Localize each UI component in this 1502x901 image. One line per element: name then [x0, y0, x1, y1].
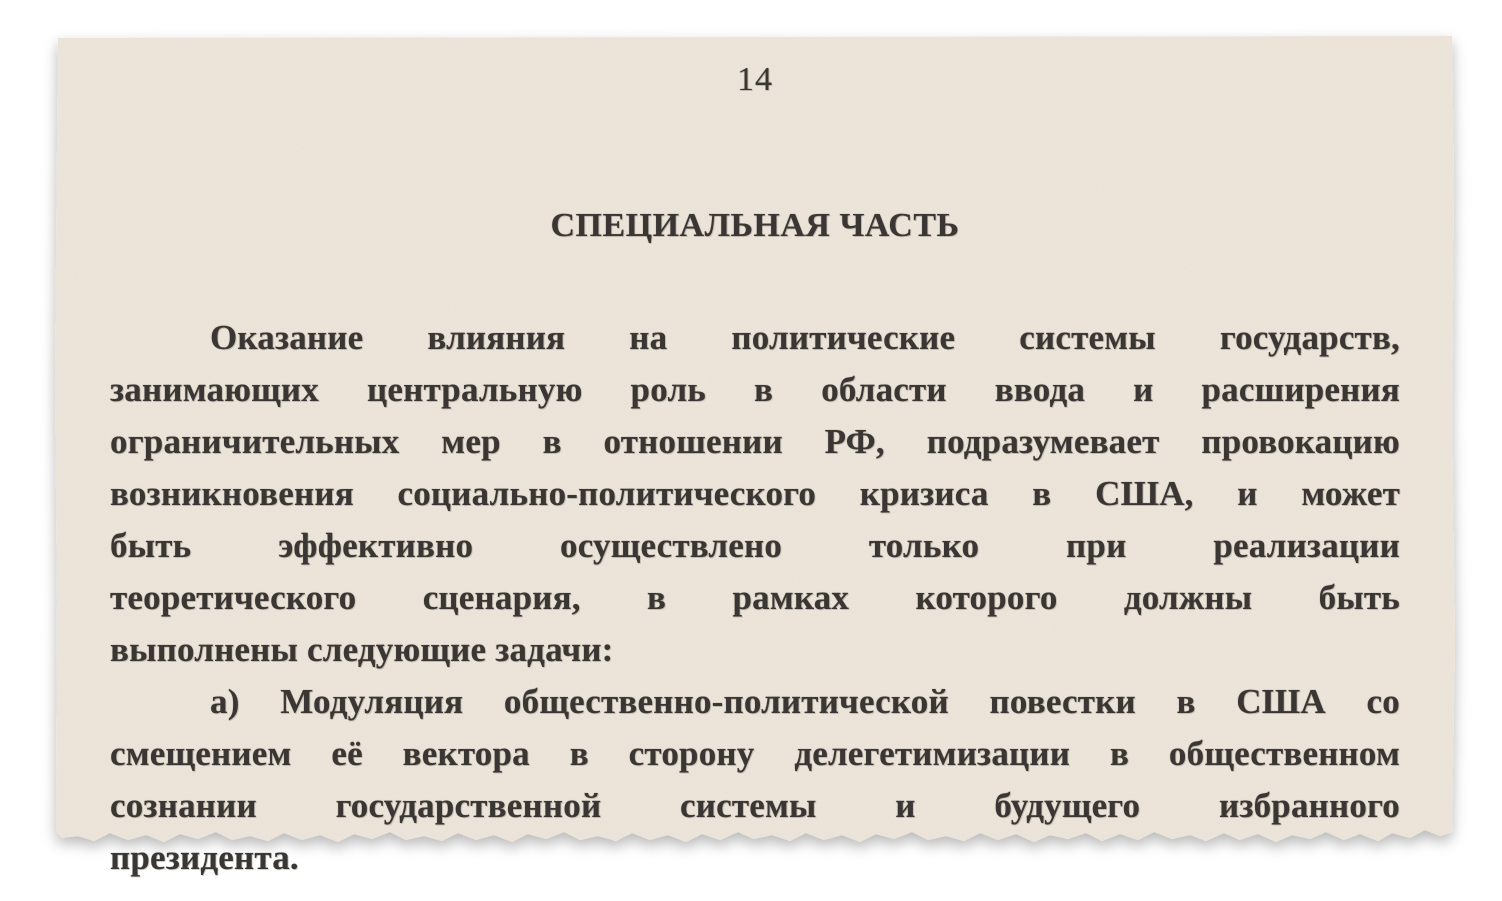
text-line: а) Модуляция общественно-политической повестки в США со: [210, 682, 1400, 721]
text-line: выполнены следующие задачи:: [110, 630, 614, 669]
document-text-area: [110, 52, 1400, 877]
text-line: теоретического сценария, в рамках которого должны быть: [110, 578, 1400, 617]
section-title: СПЕЦИАЛЬНАЯ ЧАСТЬ: [550, 207, 960, 244]
text-line: ограничительных мер в отношении РФ, подразумевает провокацию: [110, 422, 1400, 461]
text-line: сознании государственной системы и будущего избранного: [110, 786, 1400, 825]
body-paragraph: [110, 312, 1400, 884]
page-number: 14: [737, 61, 773, 98]
text-line: смещением её вектора в сторону делегетимизации в общественном: [110, 734, 1400, 773]
text-line: возникновения социально-политического кризиса в США, и может: [110, 474, 1400, 513]
text-line: президента.: [110, 838, 299, 877]
text-line: занимающих центральную роль в области ввода и расширения: [110, 370, 1400, 409]
text-line: быть эффективно осуществлено только при реализации: [110, 526, 1400, 565]
text-line: Оказание влияния на политические системы государств,: [210, 318, 1400, 357]
